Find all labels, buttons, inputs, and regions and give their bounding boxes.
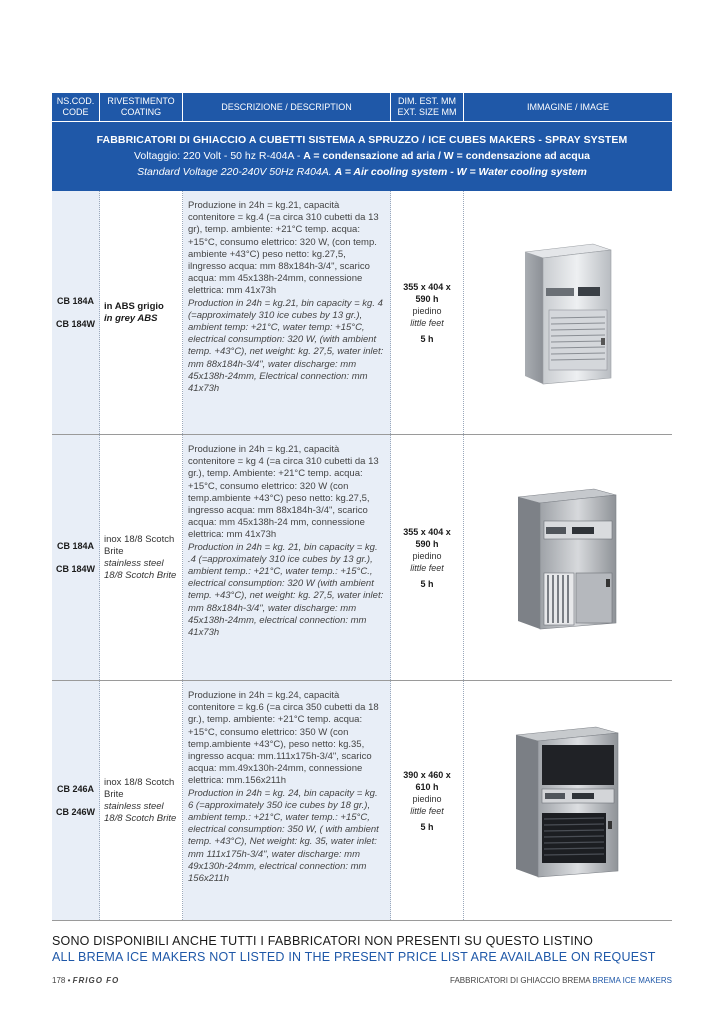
product-image-cell xyxy=(464,681,672,920)
size-cell xyxy=(391,435,464,680)
code-water: CB 184W xyxy=(55,563,95,574)
header-coating: RIVESTIMENTO COATING xyxy=(100,93,183,121)
feet-it: piedino xyxy=(412,793,442,804)
header-size: DIM. EST. MM EXT. SIZE MM xyxy=(391,93,464,121)
description-cell xyxy=(183,681,391,920)
table-row xyxy=(52,681,672,921)
feet-height: 5 h xyxy=(420,333,434,344)
price-list-table xyxy=(52,93,672,921)
code-air: CB 246A xyxy=(56,783,94,794)
description-en: Production in 24h = kg.21, bin capacity = kg. 4 (=approximately 310 ice cubes by 13 gr.), ambient temp: +21°C, water temp: +15°C, electrical consumption: 320 W, (with ambient temp. +43°C), net weight: kg. 27,5, water inlet: mm 88x184h-3/4", water discharge: mm 45x138h-24mm, Electrical connection: mm 41x73h xyxy=(188,297,384,395)
external-size: 355 x 404 x 590 h xyxy=(403,281,451,304)
voltage-en xyxy=(52,166,672,178)
feet-en: little feet xyxy=(410,805,444,816)
external-size: 390 x 460 x 610 h xyxy=(403,769,451,792)
voltage-en-text: Standard Voltage 220-240V 50Hz R404A. xyxy=(137,166,335,178)
brand-logo: FRIGO FO xyxy=(72,976,120,985)
feet-it: piedino xyxy=(412,550,442,561)
feet-en: little feet xyxy=(410,562,444,573)
voltage-it-bold: A = condensazione ad aria / W = condensazione ad acqua xyxy=(303,150,590,162)
notice-en: ALL BREMA ICE MAKERS NOT LISTED IN THE PRESENT PRICE LIST ARE AVAILABLE ON REQUEST xyxy=(52,950,656,964)
ice-maker-grey-icon xyxy=(513,238,623,388)
description-cell xyxy=(183,191,391,434)
description-en: Production in 24h = kg. 21, bin capacity = kg. .4 (=approximately 310 ice cubes by 13 gr.), ambient temp.: +21°C, water temp.: +15°C., electrical consumption: 320 W (with ambient temp. +43°C), net weight: kg. 27,5, water inlet: mm 88x184h-3/4", water discharge: mm 45x138h-24mm, electrical connection: mm 41x73h xyxy=(188,541,384,639)
coating-it: inox 18/8 Scotch Brite xyxy=(104,776,175,800)
size-cell xyxy=(391,191,464,434)
coating-en: stainless steel 18/8 Scotch Brite xyxy=(104,557,177,581)
coating-en: stainless steel 18/8 Scotch Brite xyxy=(104,800,177,824)
table-row xyxy=(52,435,672,681)
section-en: BREMA ICE MAKERS xyxy=(592,976,672,985)
notice-it: SONO DISPONIBILI ANCHE TUTTI I FABBRICATORI NON PRESENTI SU QUESTO LISTINO xyxy=(52,934,594,948)
table-header xyxy=(52,93,672,121)
header-code: NS.COD. CODE xyxy=(52,93,100,121)
coating-it: in ABS grigio xyxy=(104,300,164,312)
feet-en: little feet xyxy=(410,317,444,328)
product-code-cell xyxy=(52,191,100,434)
code-water: CB 184W xyxy=(55,318,95,329)
description-it: Produzione in 24h = kg.24, capacità contenitore = kg.6 (=a circa 350 cubetti da 18 gr.), temp. ambiente: +21°C temp. acqua: +15°C, consumo elettrico: 350 W (con temp.ambiente +43°C), peso netto: kg.35, ingresso acqua: mm.111x175h-3/4", scarico acqua: mm.49x130h-24mm, connessione elettrica: mm.156x211h xyxy=(188,690,379,787)
page-number: 178 xyxy=(52,976,66,985)
description-en: Production in 24h = kg. 24, bin capacity = kg. 6 (=approximately 350 ice cubes by 18 gr.), ambient temp.: +21°C, water temp.: +15°C, electrical consumption: 350 W, ( with ambient temp. +43°C), Net weight: kg. 35, water inlet: mm 111x175h-3/4", water discharge: mm 49x130h-24mm, electrical connection: mm 156x211h xyxy=(188,787,379,885)
coating-en: in grey ABS xyxy=(104,312,158,324)
feet-height: 5 h xyxy=(420,821,434,832)
category-title: FABBRICATORI DI GHIACCIO A CUBETTI SISTEMA A SPRUZZO / ICE CUBES MAKERS - SPRAY SYSTEM xyxy=(96,134,628,146)
code-water: CB 246W xyxy=(55,806,95,817)
code-air: CB 184A xyxy=(56,540,94,551)
section-it: FABBRICATORI DI GHIACCIO BREMA xyxy=(450,976,591,985)
product-code-cell xyxy=(52,435,100,680)
coating-it: inox 18/8 Scotch Brite xyxy=(104,533,175,557)
description-it: Produzione in 24h = kg.21, capacità contenitore = kg.4 (=a circa 310 cubetti da 13 gr), temp. ambiente: +21°C temp. acqua: +15°C, consumo elettrico: 320 W, (con temp. ambiente +43°C) peso netto: kg.27,5, ilngresso acqua: mm 88x184h-3/4", scarico acqua: mm 45x138h-24mm, connessione elettrica: mm 41x73h xyxy=(188,200,379,297)
voltage-it-text: Voltaggio: 220 Volt - 50 hz R-404A - xyxy=(134,150,304,162)
header-image: IMMAGINE / IMAGE xyxy=(526,101,609,112)
feet-height: 5 h xyxy=(420,578,434,589)
product-image-cell xyxy=(464,191,672,434)
coating-cell xyxy=(100,435,183,680)
external-size: 355 x 404 x 590 h xyxy=(403,526,451,549)
product-image-cell xyxy=(464,435,672,680)
product-code-cell xyxy=(52,681,100,920)
coating-cell xyxy=(100,191,183,434)
table-row xyxy=(52,191,672,435)
ice-maker-steel-icon xyxy=(510,483,626,633)
size-cell xyxy=(391,681,464,920)
description-it: Produzione in 24h = kg.21, capacità contenitore = kg 4 (=a circa 310 cubetti da 13 gr.), temp. Ambiente: +21°C temp. acqua: +15°C, consumo elettrico: 320 W (con temp.ambiente +43°C) peso netto: kg.27,5, ingresso acqua: mm 88x184h-3/4", scarico acqua: mm 45x138h-24 mm, connessione elettrica: mm 41x73h xyxy=(188,444,379,541)
coating-cell xyxy=(100,681,183,920)
footer-right xyxy=(450,976,672,985)
page-footer xyxy=(52,976,672,985)
code-air: CB 184A xyxy=(56,295,94,306)
availability-notice xyxy=(52,933,692,965)
ice-maker-steel-black-front-icon xyxy=(508,721,628,881)
voltage-en-bold: A = Air cooling system - W = Water cooling system xyxy=(334,166,587,178)
description-cell xyxy=(183,435,391,680)
feet-it: piedino xyxy=(412,305,442,316)
header-description: DESCRIZIONE / DESCRIPTION xyxy=(183,93,391,121)
category-banner xyxy=(52,121,672,191)
footer-left: 178 • FRIGO FO xyxy=(52,976,120,985)
voltage-it xyxy=(52,150,672,162)
